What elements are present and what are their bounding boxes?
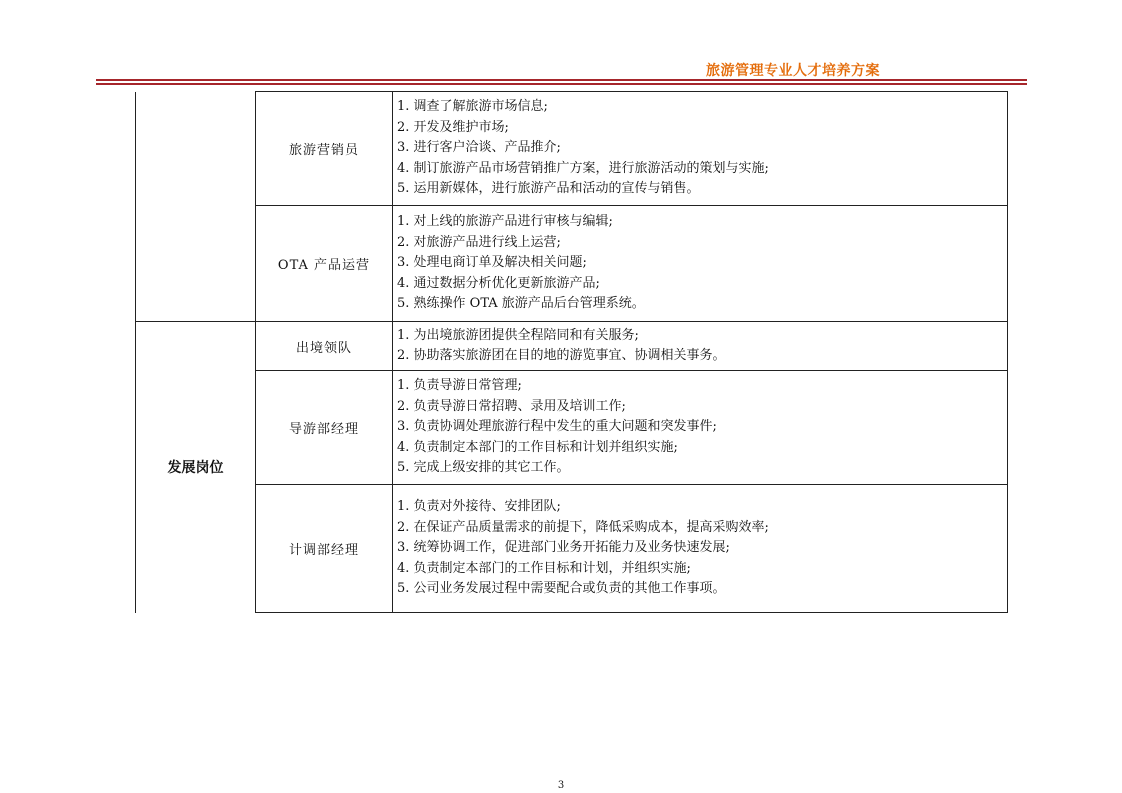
document-header-title: 旅游管理专业人才培养方案 [706,63,880,79]
duties-cell [393,322,1008,371]
duty-item: 3. 处理电商订单及解决相关问题; [397,255,587,271]
job-positions-table [135,91,1008,613]
duty-item: 5. 熟练操作 OTA 旅游产品后台管理系统。 [397,296,645,312]
page-number: 3 [557,780,565,791]
table-row [136,485,1008,613]
duty-item: 4. 负责制定本部门的工作目标和计划并组织实施; [397,439,678,455]
category-cell: 发展岗位 [136,322,256,613]
duties-cell [393,92,1008,206]
duties-cell [393,206,1008,322]
post-name-cell: 出境领队 [256,322,393,371]
duty-item: 1. 为出境旅游团提供全程陪同和有关服务; [397,327,639,343]
duty-item: 2. 协助落实旅游团在目的地的游览事宜、协调相关事务。 [397,348,726,363]
duty-item: 1. 调查了解旅游市场信息; [397,99,548,115]
duties-cell [393,371,1008,485]
duty-item: 1. 负责导游日常管理; [397,378,522,394]
duty-item: 5. 运用新媒体，进行旅游产品和活动的宣传与销售。 [397,181,700,197]
header-rule-bottom [96,83,1027,85]
duty-item: 1. 负责对外接待、安排团队; [397,499,561,515]
duty-item: 5. 公司业务发展过程中需要配合或负责的其他工作事项。 [397,581,726,597]
table-row [136,206,1008,322]
duty-item: 2. 负责导游日常招聘、录用及培训工作; [397,398,626,414]
table-row [136,92,1008,206]
post-name-cell: 导游部经理 [256,371,393,485]
post-name-cell: 计调部经理 [256,485,393,613]
duty-item: 2. 开发及维护市场; [397,119,509,135]
duty-item: 4. 制订旅游产品市场营销推广方案，进行旅游活动的策划与实施; [397,160,769,176]
duty-item: 4. 负责制定本部门的工作目标和计划，并组织实施; [397,560,691,576]
header-rule-top [96,79,1027,81]
duty-item: 3. 统筹协调工作，促进部门业务开拓能力及业务快速发展; [397,540,730,556]
table-row [136,371,1008,485]
duty-item: 3. 负责协调处理旅游行程中发生的重大问题和突发事件; [397,419,717,435]
post-name-cell: 旅游营销员 [256,92,393,206]
duty-item: 1. 对上线的旅游产品进行审核与编辑; [397,214,613,230]
post-name-cell: OTA 产品运营 [256,206,393,322]
category-cell [136,92,256,322]
duty-item: 3. 进行客户洽谈、产品推介; [397,140,561,156]
duty-item: 2. 在保证产品质量需求的前提下，降低采购成本，提高采购效率; [397,519,769,535]
duty-item: 2. 对旅游产品进行线上运营; [397,234,561,250]
duties-cell [393,485,1008,613]
duty-item: 4. 通过数据分析优化更新旅游产品; [397,275,600,291]
duty-item: 5. 完成上级安排的其它工作。 [397,460,570,476]
table-row [136,322,1008,371]
